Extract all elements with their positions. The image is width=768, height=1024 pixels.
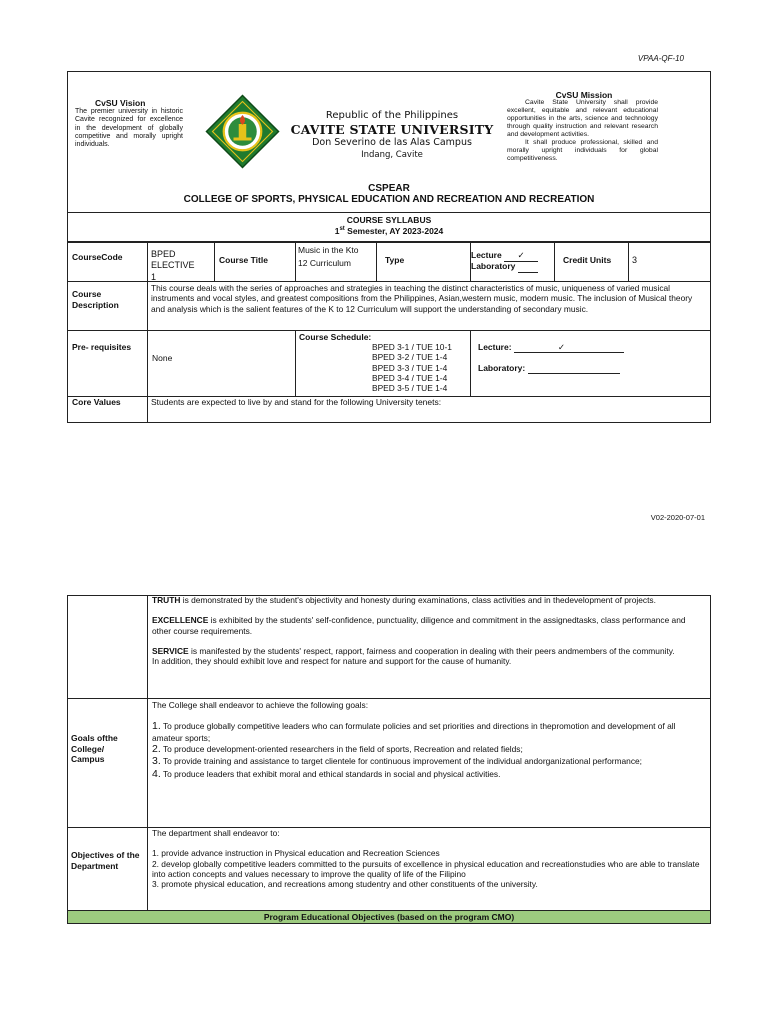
schedule-label: Course Schedule: <box>299 332 372 342</box>
goal-number: 1. <box>152 720 161 733</box>
objectives-content <box>152 828 708 889</box>
objectives-label-2: Department <box>71 860 119 871</box>
goal-text: To provide training and assistance to target clientele for continuous improvement of the individual andorganizational performance; <box>160 756 642 767</box>
schedule-item: BPED 3-2 / TUE 1-4 <box>372 352 448 363</box>
mission-paragraph-2: It shall produce professional, skilled and morally upright individuals for global competitiveness. <box>507 138 658 162</box>
goals-content <box>152 700 708 781</box>
goal-text: To produce leaders that exhibit moral and ethical standards in social and physical activities. <box>160 768 501 779</box>
sched-lab-label: Laboratory: <box>478 363 526 373</box>
course-code-value-cell <box>147 242 215 282</box>
goal-number: 2. <box>152 742 161 755</box>
mission-text <box>507 99 658 163</box>
goals-label-3: Campus <box>71 754 105 765</box>
objective-item: 2. develop globally competitive leaders committed to the pursuits of excellence in physical education and recreationstudies who are able to translate into action concepts and values necessary to improve the quality of life of the Filipino <box>152 858 700 879</box>
core-value-cell <box>147 396 711 423</box>
syllabus-title: COURSE SYLLABUS <box>346 215 432 225</box>
code-line-3: 1 <box>151 271 157 282</box>
goal-item <box>152 743 708 756</box>
prereq-value-cell <box>147 330 296 397</box>
mission-paragraph-1: Cavite State University shall provide excellent, equitable and relevant educational opportunities in the arts, science and technology through quality instruction and relevant research and development activities. <box>507 99 658 138</box>
mission-title: CvSU Mission <box>555 90 613 100</box>
credit-value-cell <box>628 242 711 282</box>
goal-item <box>152 720 708 743</box>
college-name: COLLEGE OF SPORTS, PHYSICAL EDUCATION AND RECREATION AND RECREATION <box>183 194 595 205</box>
row-divider <box>67 698 711 699</box>
prereq-label: Pre- requisites <box>72 342 132 352</box>
schedule-item: BPED 3-4 / TUE 1-4 <box>372 372 448 383</box>
core-values-list <box>152 595 706 666</box>
goals-label <box>71 733 118 765</box>
course-code-label-cell <box>67 242 148 282</box>
version-code: V02-2020-07-01 <box>650 513 705 522</box>
goal-number: 3. <box>152 755 161 768</box>
desc-label-1: Course <box>72 289 102 299</box>
republic-line: Republic of the Philippines <box>325 110 459 121</box>
core-term: SERVICE <box>152 645 189 656</box>
vision-text: The premier university in historic Cavite recognized for excellence in the development of globally competitive and morally upright individuals. <box>75 108 183 148</box>
objectives-label <box>71 850 140 871</box>
objectives-label-1: Objectives of the <box>71 850 140 860</box>
goal-text: To produce development-oriented researchers in the field of sports, Recreation and related fields; <box>160 743 523 754</box>
schedule-lecture <box>478 342 624 353</box>
sched-lecture-label: Lecture: <box>478 342 512 352</box>
lecture-type-label: Lecture <box>471 250 502 260</box>
sem-sup: st <box>339 226 345 233</box>
college-abbr: CSPEAR <box>368 183 410 194</box>
goal-item <box>152 755 708 768</box>
core-text: is exhibited by the students' self-confidence, punctuality, diligence and commitment in the assignedtasks, class performance and other course requirements. <box>152 615 686 636</box>
core-text: is demonstrated by the student's objectivity and honesty during examinations, class activities and in thedevelopment of projects. <box>180 595 656 605</box>
course-code-value <box>151 249 195 283</box>
schedule-type-cell <box>470 330 711 397</box>
core-values-label: Core Values <box>72 397 121 407</box>
core-value-truth <box>152 595 706 605</box>
schedule-list <box>372 342 452 393</box>
course-description: This course deals with the series of approaches and strategies in teaching the distinct characteristics of music, uniqueness of varied musical instruments and vocal styles, and greatest compositions from the Philippines, Asian,western music, modern music. The inclusion of Musical theory and analysis which is the salient features of the K to 12 Curriculum will support the understanding of secondary music. <box>151 283 693 314</box>
program-objectives-header: Program Educational Objectives (based on the program CMO) <box>67 910 711 924</box>
goal-item <box>152 768 708 781</box>
type-lab-line <box>471 262 538 273</box>
description-label <box>72 289 119 310</box>
course-title-label-cell <box>214 242 296 282</box>
core-addition: In addition, they should exhibit love and respect for nature and support for the cause of humanity. <box>152 656 512 666</box>
core-label-cell <box>67 396 148 423</box>
column-divider <box>147 595 148 911</box>
objectives-intro: The department shall endeavor to: <box>152 828 280 838</box>
sem-rest: Semester, AY 2023-2024 <box>344 226 444 236</box>
objective-item: 3. promote physical education, and recreations among studentry and other constituents of the university. <box>152 879 538 889</box>
type-label: Type <box>385 255 405 265</box>
goals-intro: The College shall endeavor to achieve the following goals: <box>152 700 369 710</box>
course-code-label: CourseCode <box>72 252 123 262</box>
campus-name: Don Severino de las Alas Campus <box>312 137 472 148</box>
laboratory-blank <box>518 262 538 273</box>
core-term: TRUTH <box>152 595 181 605</box>
laboratory-type-label: Laboratory <box>471 260 516 271</box>
credit-units-label: Credit Units <box>563 255 612 265</box>
code-line-2: ELECTIVE <box>151 260 195 271</box>
credit-label-cell <box>554 242 629 282</box>
type-label-cell <box>376 242 471 282</box>
desc-label-2: Description <box>72 299 119 310</box>
schedule-laboratory <box>478 363 620 374</box>
course-title-value-cell <box>295 242 377 282</box>
university-name: CAVITE STATE UNIVERSITY <box>290 122 494 137</box>
lecture-check: ✓ <box>504 251 538 262</box>
schedule-cell <box>295 330 471 397</box>
credit-units-value: 3 <box>632 255 638 265</box>
core-term: EXCELLENCE <box>152 615 209 626</box>
goals-label-1: Goals ofthe <box>71 733 118 743</box>
semester-line <box>67 226 711 236</box>
title-line-2: 12 Curriculum <box>298 258 351 269</box>
schedule-item: BPED 3-1 / TUE 10-1 <box>372 342 452 352</box>
vision-title: CvSU Vision <box>95 98 146 108</box>
prereq-value: None <box>152 353 173 363</box>
objective-item: 1. provide advance instruction in Physical education and Recreation Sciences <box>152 848 440 859</box>
sched-lecture-check: ✓ <box>514 342 624 353</box>
sem-num: 1 <box>334 226 340 236</box>
core-text: is manifested by the students' respect, rapport, fairness and cooperation in dealing with their peers andmembers of the community. <box>188 645 675 656</box>
core-value-service <box>152 646 706 656</box>
description-value-cell <box>147 281 711 331</box>
type-value-cell <box>470 242 555 282</box>
schedule-item: BPED 3-5 / TUE 1-4 <box>372 383 448 393</box>
core-values-intro: Students are expected to live by and stand for the following University tenets: <box>151 397 442 407</box>
code-line-1: BPED <box>151 249 176 259</box>
cvsu-logo <box>205 94 280 169</box>
form-code: VPAA-QF-10 <box>637 54 684 63</box>
course-title-value <box>298 244 358 270</box>
goals-label-2: College/ <box>71 743 105 754</box>
title-line-1: Music in the Kto <box>298 245 359 255</box>
description-label-cell <box>67 281 148 331</box>
type-value <box>471 251 538 273</box>
core-value-excellence <box>152 615 706 636</box>
goal-number: 4. <box>152 767 161 780</box>
prereq-label-cell <box>67 330 148 397</box>
town-name: Indang, Cavite <box>361 150 423 160</box>
goal-text: To produce globally competitive leaders who can formulate policies and set priorities and directions in thepromotion and development of all amateur sports; <box>152 721 676 743</box>
course-title-label: Course Title <box>219 255 268 265</box>
schedule-item: BPED 3-3 / TUE 1-4 <box>372 362 448 373</box>
sched-lab-blank <box>528 363 620 374</box>
